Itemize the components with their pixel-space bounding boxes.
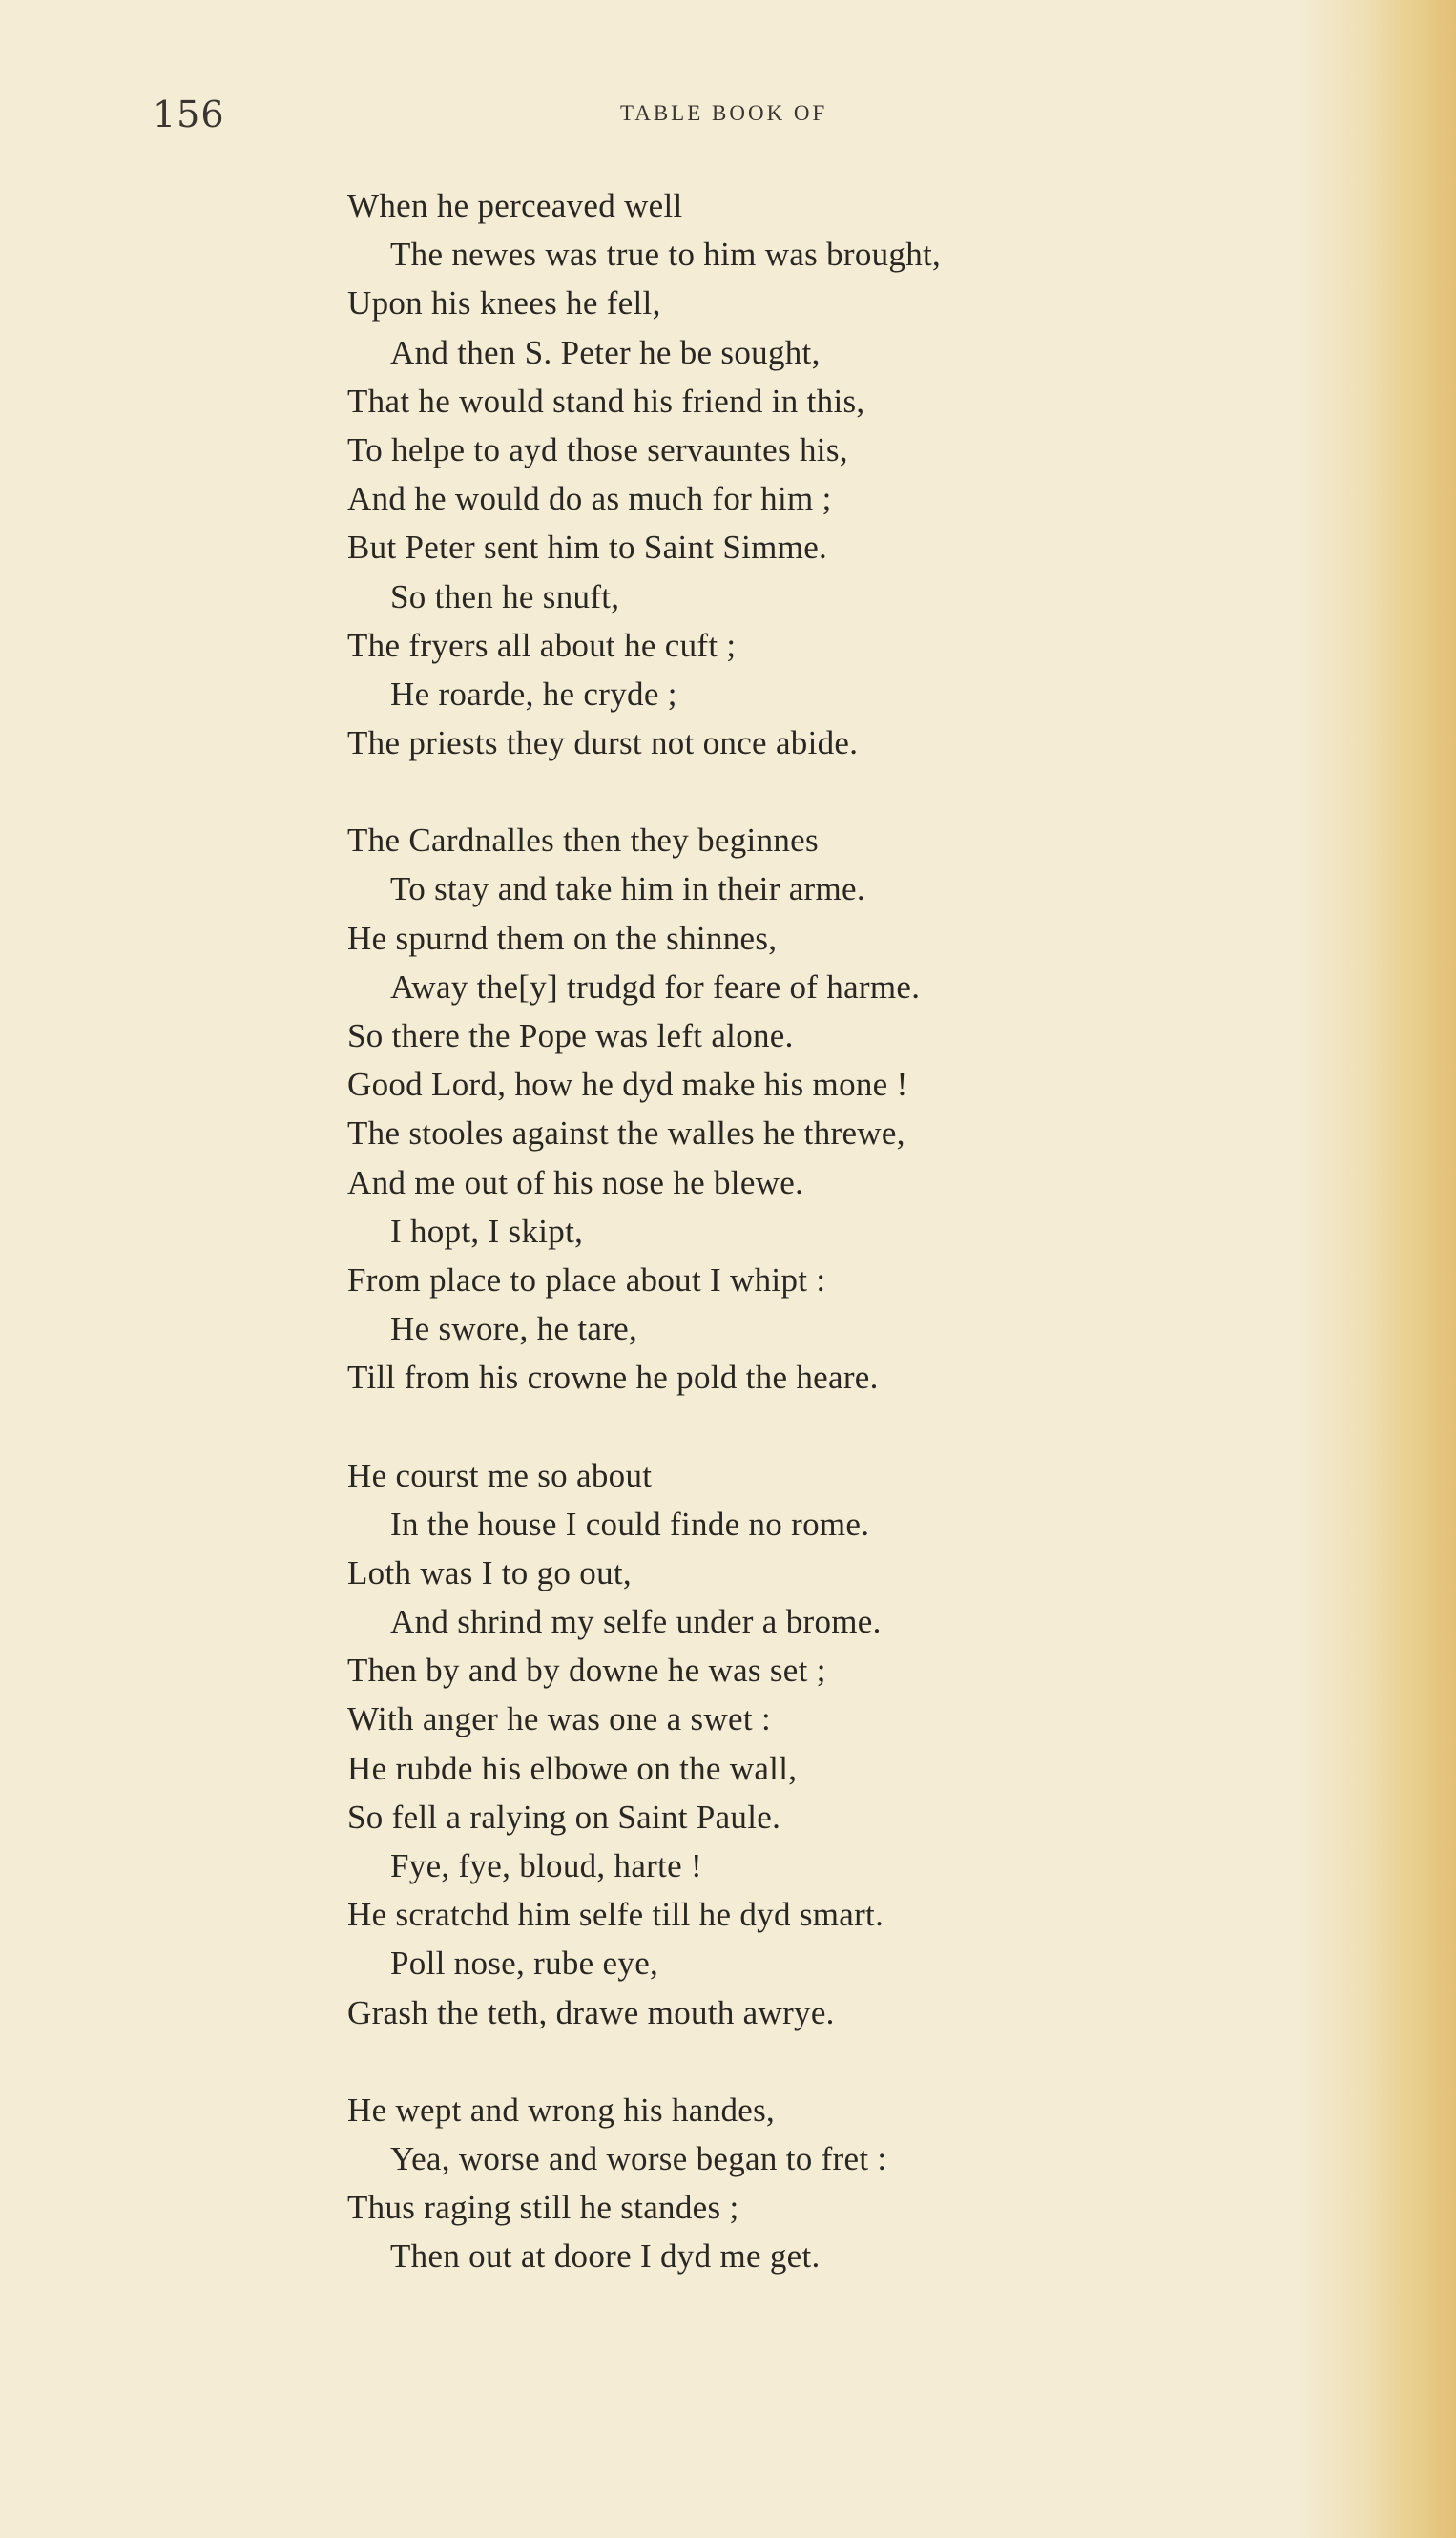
poem-line: Upon his knees he fell, [347, 284, 661, 322]
poem-line: He wept and wrong his handes, [347, 2091, 776, 2129]
running-head [153, 94, 1183, 135]
poem-line: In the house I could finde no rome. [390, 1505, 870, 1543]
stanza-1 [347, 181, 1206, 767]
poem-line: He rubde his elbowe on the wall, [347, 1749, 798, 1787]
poem-line: He courst me so about [347, 1456, 653, 1494]
poem-body [347, 181, 1206, 2330]
poem-line: So then he snuft, [390, 577, 620, 615]
poem-line: Grash the teth, drawe mouth awrye. [347, 1993, 835, 2031]
poem-line: Poll nose, rube eye, [390, 1945, 659, 1983]
poem-line: Thus raging still he standes ; [347, 2189, 739, 2227]
poem-line: But Peter sent him to Saint Simme. [347, 529, 828, 567]
poem-line: Till from his crowne he pold the heare. [347, 1359, 879, 1397]
poem-line: From place to place about I whipt : [347, 1260, 826, 1299]
poem-line: He roarde, he cryde ; [390, 675, 677, 713]
poem-line: The Cardnalles then they beginnes [347, 822, 819, 860]
poem-line: With anger he was one a swet : [347, 1700, 771, 1738]
page-number: 156 [153, 94, 225, 135]
poem-line: So fell a ralying on Saint Paule. [347, 1798, 781, 1836]
poem-line: Away the[y] trudgd for feare of harme. [390, 967, 921, 1006]
stanza-2 [347, 816, 1206, 1402]
poem-line: That he would stand his friend in this, [347, 382, 865, 420]
poem-line: To stay and take him in their arme. [390, 870, 865, 908]
poem-line: Good Lord, how he dyd make his mone ! [347, 1066, 908, 1104]
poem-line: And he would do as much for him ; [347, 480, 832, 518]
poem-line: Yea, worse and worse began to fret : [390, 2139, 887, 2177]
stanza-4 [347, 2086, 1206, 2281]
poem-line: He scratchd him selfe till he dyd smart. [347, 1896, 884, 1934]
poem-line: I hopt, I skipt, [390, 1212, 584, 1250]
poem-line: Then out at doore I dyd me get. [390, 2237, 821, 2276]
poem-line: Then by and by downe he was set ; [347, 1652, 826, 1690]
poem-line: The stooles against the walles he threwe, [347, 1114, 905, 1153]
running-title: TABLE BOOK OF [620, 101, 828, 125]
poem-line: To helpe to ayd those servauntes his, [347, 430, 848, 468]
poem-line: The priests they durst not once abide. [347, 724, 859, 762]
poem-line: Fye, fye, bloud, harte ! [390, 1847, 702, 1884]
poem-line: He swore, he tare, [390, 1310, 638, 1348]
poem-line: The fryers all about he cuft ; [347, 626, 737, 664]
poem-line: And then S. Peter he be sought, [390, 333, 821, 371]
poem-line: Loth was I to go out, [347, 1553, 632, 1591]
poem-line: So there the Pope was left alone. [347, 1017, 794, 1054]
poem-line: When he perceaved well [347, 187, 683, 224]
poem-line: And shrind my selfe under a brome. [390, 1603, 882, 1641]
stanza-3 [347, 1451, 1206, 2037]
poem-line: The newes was true to him was brought, [390, 236, 942, 274]
poem-line: He spurnd them on the shinnes, [347, 919, 778, 957]
poem-line: And me out of his nose he blewe. [347, 1163, 804, 1201]
